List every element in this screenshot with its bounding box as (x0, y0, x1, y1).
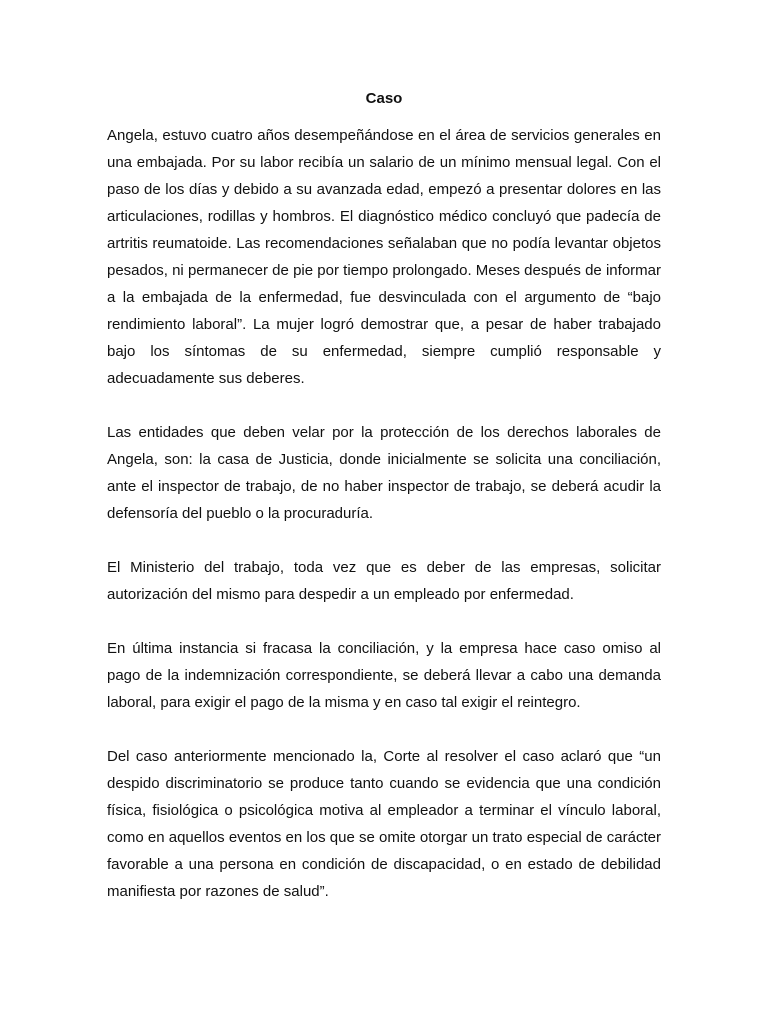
paragraph-last-instance: En última instancia si fracasa la conciliación, y la empresa hace caso omiso al pago de la indemnización correspondiente, se deberá llevar a cabo una demanda laboral, para exigir el pago de la misma y en caso tal exigir el reintegro. (107, 640, 661, 711)
paragraph-court-ruling: Del caso anteriormente mencionado la, Corte al resolver el caso aclaró que “un despido discriminatorio se produce tanto cuando se evidencia que una condición física, fisiológica o psicológica motiva al empleador a terminar el vínculo laboral, como en aquellos eventos en los que se omite otorgar un trato especial de carácter favorable a una persona en condición de discapacidad, o en estado de debilidad manifiesta por razones de salud”. (107, 748, 661, 900)
paragraph-case-description: Angela, estuvo cuatro años desempeñándose en el área de servicios generales en una embajada. Por su labor recibía un salario de un mínimo mensual legal. Con el paso de los días y debido a su avanzada edad, empezó a presentar dolores en las articulaciones, rodillas y hombros. El diagnóstico médico concluyó que padecía de artritis reumatoide. Las recomendaciones señalaban que no podía levantar objetos pesados, ni permanecer de pie por tiempo prolongado. Meses después de informar a la embajada de la enfermedad, fue desvinculada con el argumento de “bajo rendimiento laboral”. La mujer logró demostrar que, a pesar de haber trabajado bajo los síntomas de su enfermedad, siempre cumplió responsable y adecuadamente sus deberes. (107, 127, 661, 387)
paragraph-labor-ministry: El Ministerio del trabajo, toda vez que es deber de las empresas, solicitar autorización del mismo para despedir a un empleado por enfermedad. (107, 559, 661, 603)
document-title: Caso (365, 90, 403, 107)
paragraph-protecting-entities: Las entidades que deben velar por la protección de los derechos laborales de Angela, son: la casa de Justicia, donde inicialmente se solicita una conciliación, ante el inspector de trabajo, de no haber inspector de trabajo, se deberá acudir la defensoría del pueblo o la procuraduría. (107, 424, 661, 522)
